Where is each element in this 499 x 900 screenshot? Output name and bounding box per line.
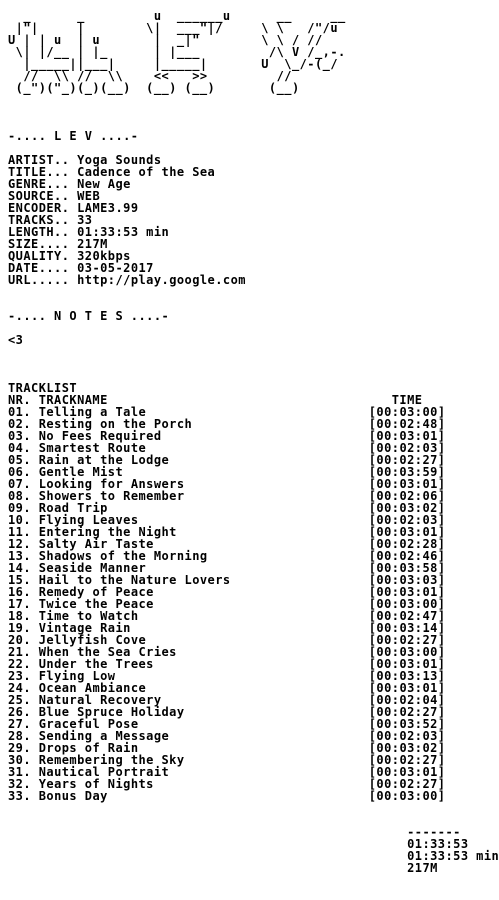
track-time: [00:02:27] — [368, 753, 446, 767]
track-number: 11. — [8, 525, 32, 539]
track-time: [00:02:46] — [368, 549, 446, 563]
track-name: Looking for Answers — [38, 477, 185, 491]
track-number: 17. — [8, 597, 32, 611]
track-time: [00:03:01] — [368, 681, 446, 695]
track-number: 03. — [8, 429, 32, 443]
track-number: 27. — [8, 717, 32, 731]
column-header-time: TIME — [391, 393, 423, 407]
track-name: Resting on the Porch — [38, 417, 193, 431]
info-value: LAME3.99 — [77, 201, 139, 215]
track-time: [00:03:02] — [368, 741, 446, 755]
track-number: 04. — [8, 441, 32, 455]
info-key: GENRE... — [8, 177, 70, 191]
track-number: 22. — [8, 657, 32, 671]
track-name: Jellyfish Cove — [38, 633, 147, 647]
track-time: [00:02:03] — [368, 729, 446, 743]
track-number: 24. — [8, 681, 32, 695]
track-name: Remembering the Sky — [38, 753, 185, 767]
track-time: [00:03:01] — [368, 765, 446, 779]
track-time: [00:03:01] — [368, 477, 446, 491]
track-time: [00:02:47] — [368, 609, 446, 623]
track-time: [00:03:14] — [368, 621, 446, 635]
summary-spacer — [8, 861, 407, 875]
track-name: Road Trip — [38, 501, 108, 515]
track-spacer — [108, 789, 369, 803]
summary-size — [8, 862, 480, 874]
track-row — [8, 790, 480, 802]
track-number: 08. — [8, 489, 32, 503]
blank-line — [8, 802, 480, 814]
track-number: 18. — [8, 609, 32, 623]
track-name: Seaside Manner — [38, 561, 147, 575]
track-time: [00:03:58] — [368, 561, 446, 575]
info-key: TRACKS.. — [8, 213, 70, 227]
info-value: Cadence of the Sea — [77, 165, 216, 179]
info-row-url — [8, 274, 480, 286]
summary-length-text: 01:33:53 min — [407, 849, 499, 863]
column-header-track: NR. TRACKNAME — [8, 393, 108, 407]
track-number: 26. — [8, 705, 32, 719]
summary-size-text: 217M — [407, 861, 438, 875]
track-time: [00:02:48] — [368, 417, 446, 431]
track-time: [00:03:00] — [368, 789, 446, 803]
track-list — [8, 406, 480, 802]
logo-line: (_")("_)(_)(__) (__) (__) (__) — [8, 81, 300, 95]
track-time: [00:03:59] — [368, 465, 446, 479]
info-value: 03-05-2017 — [77, 261, 154, 275]
track-name: Salty Air Taste — [38, 537, 154, 551]
track-time: [00:02:04] — [368, 693, 446, 707]
track-time: [00:03:01] — [368, 429, 446, 443]
track-number: 07. — [8, 477, 32, 491]
track-number: 20. — [8, 633, 32, 647]
track-number: 12. — [8, 537, 32, 551]
track-number: 15. — [8, 573, 32, 587]
track-name: Graceful Pose — [38, 717, 139, 731]
info-key: SIZE.... — [8, 237, 70, 251]
track-name: Drops of Rain — [38, 741, 139, 755]
track-name: Hail to the Nature Lovers — [38, 573, 231, 587]
track-name: Nautical Portrait — [38, 765, 170, 779]
track-number: 19. — [8, 621, 32, 635]
blank-line — [8, 94, 480, 106]
track-time: [00:03:03] — [368, 573, 446, 587]
info-value: 217M — [77, 237, 108, 251]
track-time: [00:02:03] — [368, 441, 446, 455]
track-name: Remedy of Peace — [38, 585, 154, 599]
info-value: Yoga Sounds — [77, 153, 162, 167]
blank-line — [8, 346, 480, 358]
track-number: 13. — [8, 549, 32, 563]
track-time: [00:03:01] — [368, 525, 446, 539]
track-time: [00:03:52] — [368, 717, 446, 731]
logo-line: // \\ // \\ << >> // — [8, 69, 292, 83]
blank-line — [8, 370, 480, 382]
track-name: Natural Recovery — [38, 693, 162, 707]
track-number: 29. — [8, 741, 32, 755]
track-number: 28. — [8, 729, 32, 743]
track-number: 31. — [8, 765, 32, 779]
track-number: 10. — [8, 513, 32, 527]
info-key: LENGTH.. — [8, 225, 70, 239]
tracklist-title: TRACKLIST — [8, 381, 78, 395]
track-number: 14. — [8, 561, 32, 575]
logo-line: _ _ u ______u __ __ — [8, 9, 346, 23]
track-number: 01. — [8, 405, 32, 419]
blank-line — [8, 286, 480, 298]
track-name: Flying Low — [38, 669, 116, 683]
track-time: [00:02:27] — [368, 705, 446, 719]
info-value: WEB — [77, 189, 101, 203]
info-key: SOURCE.. — [8, 189, 70, 203]
track-number: 02. — [8, 417, 32, 431]
track-time: [00:02:03] — [368, 513, 446, 527]
track-name: Ocean Ambiance — [38, 681, 147, 695]
track-name: Under the Trees — [38, 657, 154, 671]
track-name: Showers to Remember — [38, 489, 185, 503]
track-time: [00:02:28] — [368, 537, 446, 551]
track-name: Rain at the Lodge — [38, 453, 170, 467]
track-name: Blue Spruce Holiday — [38, 705, 185, 719]
notes-text: <3 — [8, 333, 24, 347]
track-name: Vintage Rain — [38, 621, 131, 635]
info-key: QUALITY. — [8, 249, 70, 263]
summary-total-time-text: 01:33:53 — [407, 837, 469, 851]
track-number: 09. — [8, 501, 32, 515]
info-key: ARTIST.. — [8, 153, 70, 167]
track-number: 21. — [8, 645, 32, 659]
track-time: [00:02:06] — [368, 489, 446, 503]
info-value: http://play.google.com — [77, 273, 246, 287]
info-value: 320kbps — [77, 249, 131, 263]
info-key: TITLE... — [8, 165, 70, 179]
track-time: [00:02:27] — [368, 633, 446, 647]
track-time: [00:03:00] — [368, 645, 446, 659]
track-name: Time to Watch — [38, 609, 139, 623]
info-value: 01:33:53 min — [77, 225, 170, 239]
release-header: -.... L E V ....- — [8, 129, 139, 143]
track-number: 05. — [8, 453, 32, 467]
track-number: 30. — [8, 753, 32, 767]
track-name: Sending a Message — [38, 729, 170, 743]
track-number: 23. — [8, 669, 32, 683]
info-value: New Age — [77, 177, 131, 191]
track-name: Entering the Night — [38, 525, 177, 539]
track-name: Years of Nights — [38, 777, 154, 791]
track-number: 33. — [8, 789, 32, 803]
blank-line — [8, 106, 480, 118]
blank-line — [8, 322, 480, 334]
track-time: [00:02:27] — [368, 453, 446, 467]
info-key: DATE.... — [8, 261, 70, 275]
track-name: Flying Leaves — [38, 513, 139, 527]
track-name: Shadows of the Morning — [38, 549, 208, 563]
track-name: Smartest Route — [38, 441, 147, 455]
logo-line: |"| | \| ___"|/ \ \ /"/u — [8, 21, 339, 35]
info-key: ENCODER. — [8, 201, 70, 215]
track-time: [00:03:00] — [368, 405, 446, 419]
track-number: 25. — [8, 693, 32, 707]
track-name: Twice the Peace — [38, 597, 154, 611]
logo-line: U | | u | u | _|" \ \ / // — [8, 33, 323, 47]
track-time: [00:03:01] — [368, 657, 446, 671]
summary-divider-text: ------- — [407, 825, 461, 839]
blank-line — [8, 358, 480, 370]
track-time: [00:03:01] — [368, 585, 446, 599]
track-time: [00:03:00] — [368, 597, 446, 611]
track-number: 06. — [8, 465, 32, 479]
logo-line: |_____||___| |_____| U \_/-(_/ — [8, 57, 339, 71]
logo-line: \| |/__ | |_ | |___ /\ V /_,-. — [8, 45, 346, 59]
track-time: [00:02:27] — [368, 777, 446, 791]
track-name: When the Sea Cries — [38, 645, 177, 659]
track-name: Bonus Day — [38, 789, 108, 803]
track-name: No Fees Required — [38, 429, 162, 443]
track-time: [00:03:02] — [368, 501, 446, 515]
track-time: [00:03:13] — [368, 669, 446, 683]
track-name: Gentle Mist — [38, 465, 124, 479]
info-value: 33 — [77, 213, 93, 227]
track-number: 16. — [8, 585, 32, 599]
info-key: URL..... — [8, 273, 70, 287]
track-name: Telling a Tale — [38, 405, 147, 419]
notes-header: -.... N O T E S ....- — [8, 309, 170, 323]
track-number: 32. — [8, 777, 32, 791]
